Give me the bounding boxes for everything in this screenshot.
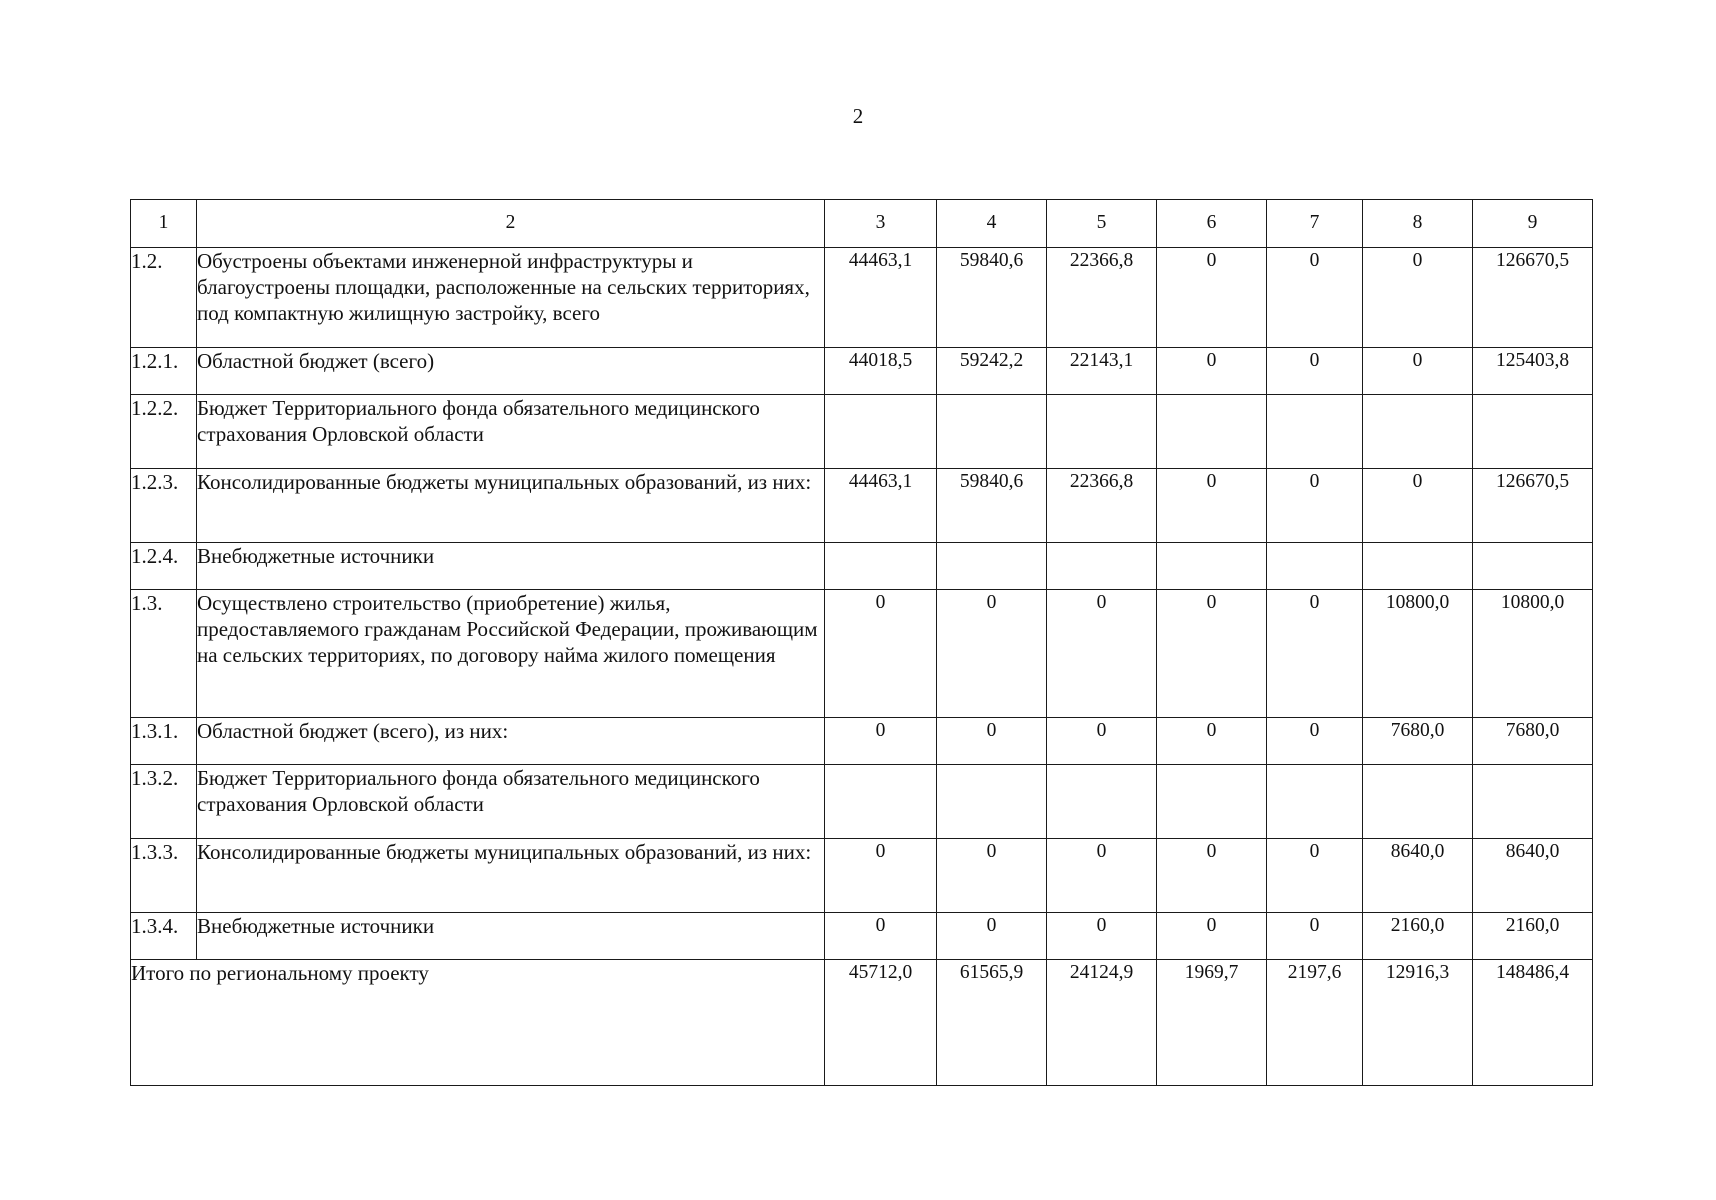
value-cell: 0 <box>1267 718 1363 765</box>
table-row <box>131 765 1593 839</box>
value-cell: 7680,0 <box>1363 718 1473 765</box>
value-cell <box>825 543 937 590</box>
value-cell: 2160,0 <box>1363 913 1473 960</box>
value-cell: 0 <box>937 590 1047 718</box>
value-cell: 10800,0 <box>1363 590 1473 718</box>
table-row <box>131 348 1593 395</box>
row-number: 1.3. <box>131 590 197 718</box>
value-cell: 0 <box>825 839 937 913</box>
total-value-cell: 12916,3 <box>1363 960 1473 1086</box>
value-cell: 0 <box>1047 839 1157 913</box>
row-description: Внебюджетные источники <box>197 913 825 960</box>
total-value-cell: 61565,9 <box>937 960 1047 1086</box>
table-row <box>131 913 1593 960</box>
value-cell <box>1047 543 1157 590</box>
total-label: Итого по региональному проекту <box>131 960 825 1086</box>
header-cell: 2 <box>197 200 825 248</box>
value-cell: 0 <box>825 590 937 718</box>
value-cell: 0 <box>1363 469 1473 543</box>
value-cell: 0 <box>1157 348 1267 395</box>
value-cell: 0 <box>1267 913 1363 960</box>
value-cell: 7680,0 <box>1473 718 1593 765</box>
header-cell: 4 <box>937 200 1047 248</box>
header-cell: 6 <box>1157 200 1267 248</box>
value-cell: 22366,8 <box>1047 469 1157 543</box>
row-description: Обустроены объектами инженерной инфраструктуры и благоустроены площадки, расположенные на сельских территориях, под компактную жилищную застройку, всего <box>197 248 825 348</box>
value-cell: 10800,0 <box>1473 590 1593 718</box>
value-cell: 0 <box>1047 590 1157 718</box>
row-description: Внебюджетные источники <box>197 543 825 590</box>
value-cell: 0 <box>1157 718 1267 765</box>
value-cell <box>1267 543 1363 590</box>
total-value-cell: 2197,6 <box>1267 960 1363 1086</box>
value-cell: 59242,2 <box>937 348 1047 395</box>
value-cell: 0 <box>1157 590 1267 718</box>
value-cell <box>1157 395 1267 469</box>
header-cell: 3 <box>825 200 937 248</box>
value-cell: 0 <box>1267 348 1363 395</box>
value-cell <box>1473 765 1593 839</box>
row-number: 1.3.1. <box>131 718 197 765</box>
header-cell: 7 <box>1267 200 1363 248</box>
value-cell <box>825 765 937 839</box>
value-cell: 126670,5 <box>1473 248 1593 348</box>
table-header-row <box>131 200 1593 248</box>
value-cell: 59840,6 <box>937 469 1047 543</box>
header-cell: 1 <box>131 200 197 248</box>
value-cell: 44463,1 <box>825 469 937 543</box>
value-cell: 0 <box>937 718 1047 765</box>
table-row <box>131 590 1593 718</box>
row-number: 1.3.4. <box>131 913 197 960</box>
value-cell: 22366,8 <box>1047 248 1157 348</box>
value-cell: 0 <box>1267 469 1363 543</box>
row-description: Консолидированные бюджеты муниципальных образований, из них: <box>197 469 825 543</box>
value-cell: 0 <box>1363 248 1473 348</box>
row-description: Бюджет Территориального фонда обязательного медицинского страхования Орловской области <box>197 395 825 469</box>
table-row <box>131 543 1593 590</box>
value-cell: 0 <box>937 839 1047 913</box>
value-cell: 44018,5 <box>825 348 937 395</box>
table-row <box>131 718 1593 765</box>
value-cell: 125403,8 <box>1473 348 1593 395</box>
value-cell: 0 <box>1157 248 1267 348</box>
value-cell: 44463,1 <box>825 248 937 348</box>
value-cell: 59840,6 <box>937 248 1047 348</box>
value-cell: 0 <box>1047 913 1157 960</box>
row-description: Бюджет Территориального фонда обязательного медицинского страхования Орловской области <box>197 765 825 839</box>
value-cell <box>937 395 1047 469</box>
row-description: Консолидированные бюджеты муниципальных образований, из них: <box>197 839 825 913</box>
value-cell <box>1473 543 1593 590</box>
header-cell: 5 <box>1047 200 1157 248</box>
row-number: 1.3.2. <box>131 765 197 839</box>
row-description: Осуществлено строительство (приобретение) жилья, предоставляемого гражданам Российской Федерации, проживающим на сельских территориях, по договору найма жилого помещения <box>197 590 825 718</box>
table-row <box>131 248 1593 348</box>
total-row <box>131 960 1593 1086</box>
value-cell <box>1473 395 1593 469</box>
value-cell <box>1157 765 1267 839</box>
row-number: 1.2.3. <box>131 469 197 543</box>
row-number: 1.3.3. <box>131 839 197 913</box>
value-cell: 0 <box>1047 718 1157 765</box>
value-cell <box>937 543 1047 590</box>
header-cell: 8 <box>1363 200 1473 248</box>
row-number: 1.2. <box>131 248 197 348</box>
value-cell <box>1157 543 1267 590</box>
page-number: 2 <box>852 104 864 128</box>
value-cell: 0 <box>1157 913 1267 960</box>
value-cell: 0 <box>1267 590 1363 718</box>
value-cell: 0 <box>1157 839 1267 913</box>
value-cell <box>1267 765 1363 839</box>
value-cell <box>825 395 937 469</box>
value-cell: 8640,0 <box>1473 839 1593 913</box>
total-value-cell: 24124,9 <box>1047 960 1157 1086</box>
value-cell: 22143,1 <box>1047 348 1157 395</box>
value-cell <box>1363 543 1473 590</box>
total-value-cell: 45712,0 <box>825 960 937 1086</box>
value-cell <box>1047 765 1157 839</box>
value-cell <box>1047 395 1157 469</box>
value-cell <box>937 765 1047 839</box>
value-cell: 0 <box>937 913 1047 960</box>
value-cell: 0 <box>1267 248 1363 348</box>
table-row <box>131 839 1593 913</box>
row-number: 1.2.4. <box>131 543 197 590</box>
total-value-cell: 148486,4 <box>1473 960 1593 1086</box>
row-description: Областной бюджет (всего), из них: <box>197 718 825 765</box>
total-value-cell: 1969,7 <box>1157 960 1267 1086</box>
value-cell: 0 <box>825 718 937 765</box>
value-cell: 0 <box>1267 839 1363 913</box>
row-number: 1.2.1. <box>131 348 197 395</box>
value-cell: 126670,5 <box>1473 469 1593 543</box>
value-cell <box>1267 395 1363 469</box>
table-row <box>131 469 1593 543</box>
budget-table <box>130 199 1593 1086</box>
value-cell <box>1363 765 1473 839</box>
value-cell: 8640,0 <box>1363 839 1473 913</box>
row-number: 1.2.2. <box>131 395 197 469</box>
value-cell: 2160,0 <box>1473 913 1593 960</box>
value-cell <box>1363 395 1473 469</box>
header-cell: 9 <box>1473 200 1593 248</box>
value-cell: 0 <box>1157 469 1267 543</box>
table-row <box>131 395 1593 469</box>
value-cell: 0 <box>1363 348 1473 395</box>
value-cell: 0 <box>825 913 937 960</box>
row-description: Областной бюджет (всего) <box>197 348 825 395</box>
